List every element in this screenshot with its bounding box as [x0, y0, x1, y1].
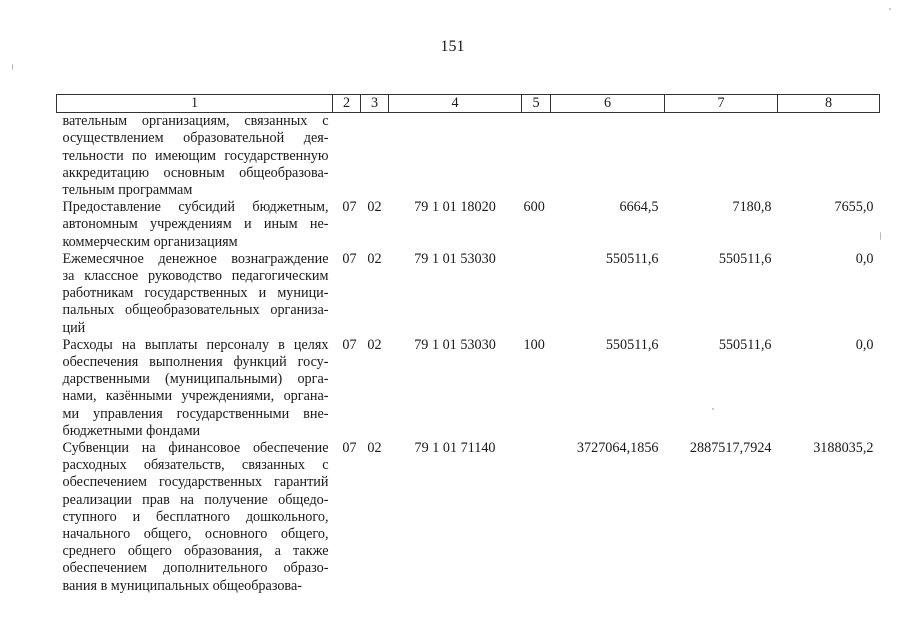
amount-year-2: 550511,6: [718, 336, 772, 353]
description-line: реализации прав на получение общедо-: [62, 491, 329, 508]
header-cell: 6: [551, 95, 665, 113]
amount-year-2: [665, 113, 778, 200]
scan-speck: [889, 8, 891, 10]
description-line: вания в муниципальных общеобразова-: [62, 577, 302, 594]
table-row: [57, 440, 880, 595]
description-line: за классное руководство педагогическим: [62, 268, 329, 285]
amount-year-3: 0,0: [855, 250, 874, 267]
table-row: [57, 113, 880, 200]
target-article-code: 79 1 01 53030: [414, 250, 496, 267]
amount-year-3: [778, 113, 880, 200]
description-line: расходных обязательств, связанных с: [62, 457, 329, 474]
amount-year-1: 6664,5: [619, 199, 659, 216]
target-article-code: 79 1 01 53030: [414, 336, 496, 353]
amount-year-1: 3727064,1856: [576, 440, 659, 457]
page-number: 151: [440, 38, 465, 55]
target-article-code: [389, 113, 522, 200]
description-line: Расходы на выплаты персоналу в целях: [62, 336, 329, 353]
scan-speck: [12, 64, 13, 70]
budget-table: [56, 94, 880, 595]
section-code: 07: [342, 336, 357, 353]
description-line: пальных общеобразовательных организа-: [62, 302, 329, 319]
section-code: 07: [342, 199, 357, 216]
amount-year-1: [551, 113, 665, 200]
header-cell: 2: [333, 95, 361, 113]
header-cell: 4: [389, 95, 522, 113]
row-description: [57, 337, 333, 440]
description-line: осуществлением образовательной дея-: [62, 130, 329, 147]
row-description: [57, 199, 333, 251]
description-line: обеспечением государственных гарантий: [62, 474, 329, 491]
description-line: ступного и бесплатного дошкольного,: [62, 508, 329, 525]
description-line: дарственными (муниципальными) орга-: [62, 371, 329, 388]
subsection-code: 02: [367, 440, 382, 457]
description-line: обеспечением дополнительного образо-: [62, 560, 329, 577]
header-cell: 8: [778, 95, 880, 113]
expense-type-code: [522, 440, 551, 595]
description-line: Предоставление субсидий бюджетным,: [62, 199, 329, 216]
amount-year-1: 550511,6: [605, 336, 659, 353]
description-line: коммерческим организациям: [62, 233, 238, 250]
subsection-code: 02: [367, 250, 382, 267]
header-cell: 5: [522, 95, 551, 113]
table-row: [57, 337, 880, 440]
expense-type-code: [522, 251, 551, 337]
amount-year-3: 7655,0: [834, 199, 874, 216]
description-line: нами, казёнными учреждениями, органа-: [62, 388, 329, 405]
description-line: среднего общего образования, а также: [62, 543, 329, 560]
description-line: Субвенции на финансовое обеспечение: [62, 440, 329, 457]
row-description: [57, 440, 333, 595]
table-row: [57, 199, 880, 251]
amount-year-3: 0,0: [855, 336, 874, 353]
subsection-code: 02: [367, 336, 382, 353]
description-line: обеспечения выполнения функций госу-: [62, 354, 329, 371]
subsection-code: [361, 113, 389, 200]
description-line: бюджетными фондами: [62, 422, 201, 439]
description-line: ций: [62, 319, 86, 336]
amount-year-2: 2887517,7924: [689, 440, 772, 457]
description-line: аккредитацию основным общеобразова-: [62, 164, 329, 181]
row-description: [57, 251, 333, 337]
target-article-code: 79 1 01 71140: [414, 440, 496, 457]
section-code: 07: [342, 440, 357, 457]
table-row: [57, 251, 880, 337]
table-header-row: [57, 95, 880, 113]
subsection-code: 02: [367, 199, 382, 216]
expense-type-code: [522, 113, 551, 200]
description-line: Ежемесячное денежное вознаграждение: [62, 250, 329, 267]
expense-type-code: 100: [523, 336, 545, 353]
section-code: 07: [342, 250, 357, 267]
description-line: начального общего, основного общего,: [62, 526, 329, 543]
header-cell: 3: [361, 95, 389, 113]
header-cell: 1: [57, 95, 333, 113]
amount-year-3: 3188035,2: [813, 440, 874, 457]
description-line: тельным программам: [62, 182, 193, 199]
description-line: тельности по имеющим государственную: [62, 147, 329, 164]
description-line: работникам государственных и муници-: [62, 285, 329, 302]
expense-type-code: 600: [523, 199, 545, 216]
description-line: автономным учреждениям и иным не-: [62, 216, 329, 233]
description-line: вательным организациям, связанных с: [62, 113, 329, 130]
section-code: [333, 113, 361, 200]
amount-year-1: 550511,6: [605, 250, 659, 267]
description-line: ми управления государственными вне-: [62, 405, 329, 422]
scan-speck: [880, 232, 881, 240]
scan-speck: [712, 408, 714, 410]
header-cell: 7: [665, 95, 778, 113]
row-description: [57, 113, 333, 200]
amount-year-2: 7180,8: [732, 199, 772, 216]
amount-year-2: 550511,6: [718, 250, 772, 267]
target-article-code: 79 1 01 18020: [414, 199, 496, 216]
